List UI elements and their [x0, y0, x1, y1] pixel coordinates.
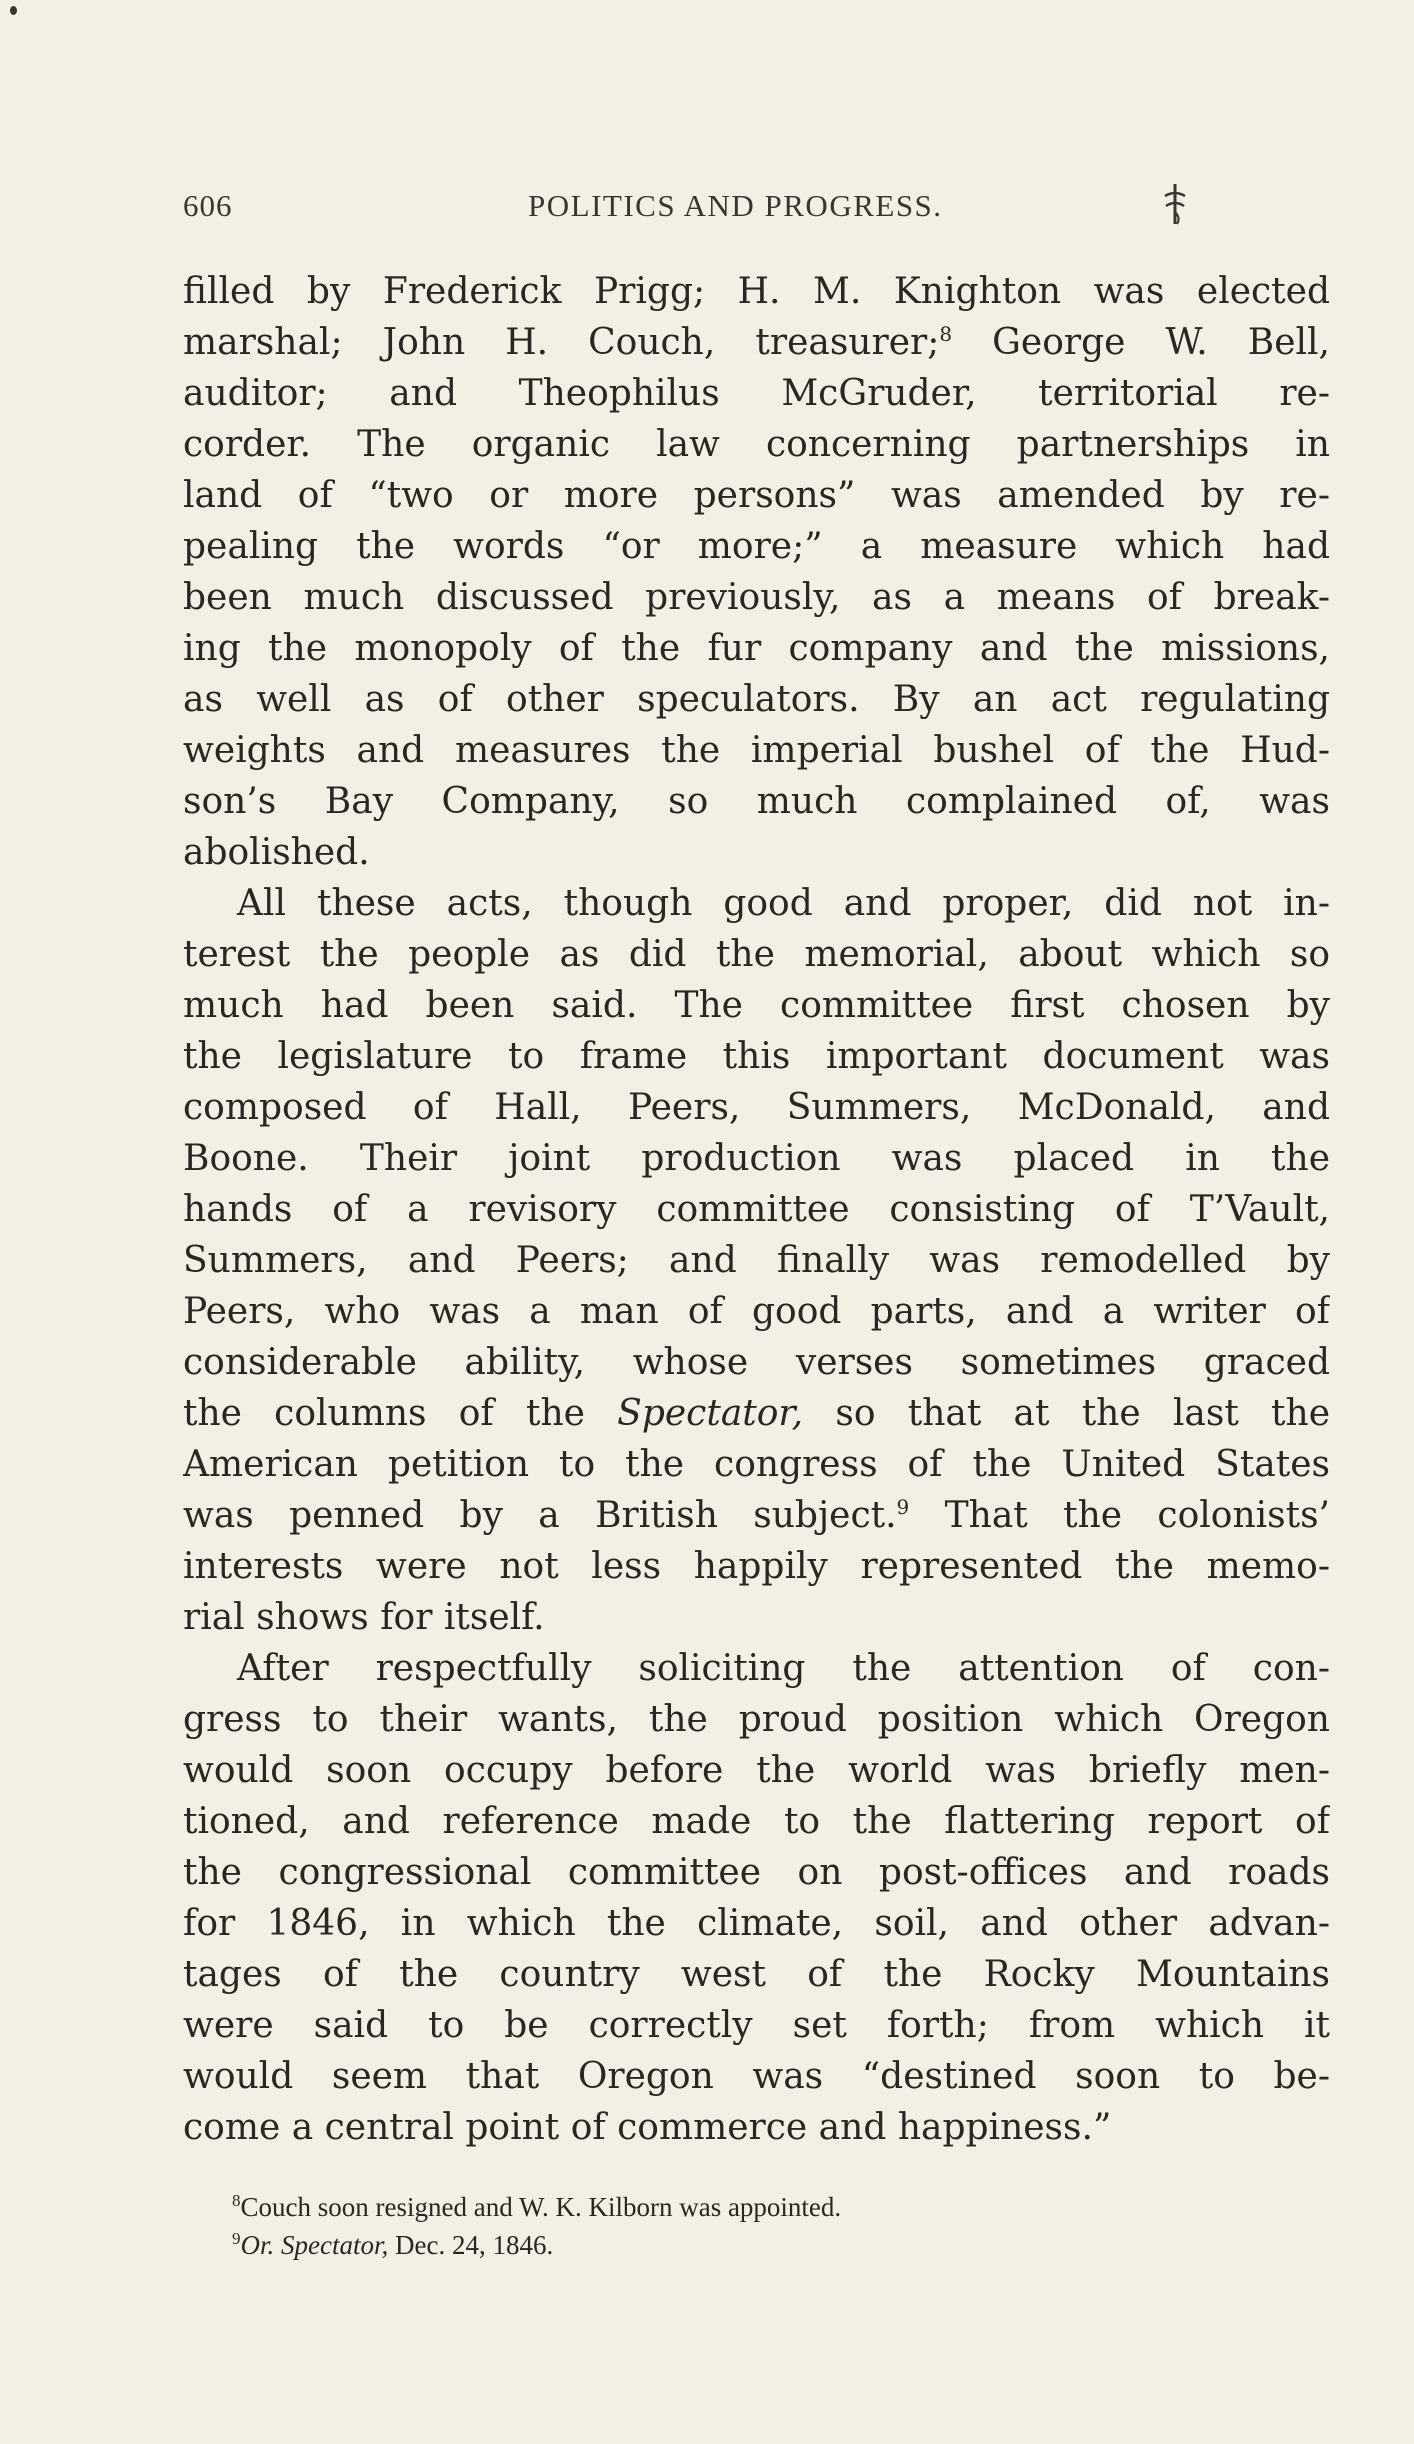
text-line: Peers, who was a man of good parts, and a writer of — [183, 1291, 1330, 1332]
page-header — [183, 182, 1193, 232]
text-line: were said to be correctly set forth; from which it — [183, 2005, 1330, 2046]
text-line: Summers, and Peers; and finally was remodelled by — [183, 1240, 1330, 1281]
text-line: would soon occupy before the world was briefly men- — [183, 1750, 1330, 1791]
text-fragment: marshal; John H. Couch, treasurer; — [183, 322, 940, 363]
text-line: terest the people as did the memorial, about which so — [183, 934, 1330, 975]
text-fragment: George W. Bell, — [952, 322, 1330, 363]
text-line — [183, 317, 1330, 368]
footnote-9 — [232, 2226, 1132, 2264]
text-line: pealing the words “or more;” a measure which had — [183, 526, 1330, 567]
footnote-ref[interactable]: 9 — [896, 1495, 910, 1519]
footnote-text: Dec. 24, 1846. — [388, 2230, 554, 2260]
footnote-ref[interactable]: 8 — [939, 322, 953, 346]
text-line: interests were not less happily represented the memo- — [183, 1546, 1330, 1587]
text-line: All these acts, though good and proper, did not in- — [237, 883, 1330, 924]
running-head: POLITICS AND PROGRESS. — [528, 188, 943, 223]
text-line: the legislature to frame this important document was — [183, 1036, 1330, 1077]
text-line: rial shows for itself. — [183, 1597, 545, 1638]
text-line: the congressional committee on post-offices and roads — [183, 1852, 1330, 1893]
text-line: for 1846, in which the climate, soil, and other advan- — [183, 1903, 1330, 1944]
footnotes — [232, 2188, 1132, 2264]
text-line: weights and measures the imperial bushel of the Hud- — [183, 730, 1330, 771]
text-line: After respectfully soliciting the attention of con- — [237, 1648, 1330, 1689]
text-fragment: so that at the last the — [803, 1393, 1330, 1434]
text-line: hands of a revisory committee consisting of T’Vault, — [183, 1189, 1330, 1230]
footnote-citation: Or. Spectator, — [240, 2230, 389, 2260]
text-line: corder. The organic law concerning partnerships in — [183, 424, 1330, 465]
text-fragment: was penned by a British subject. — [183, 1495, 897, 1536]
text-fragment: That the colonists’ — [909, 1495, 1330, 1536]
text-line — [183, 1388, 1330, 1439]
footnote-text: Couch soon resigned and W. K. Kilborn was appointed. — [240, 2192, 842, 2222]
footnote-8 — [232, 2188, 1132, 2226]
text-line: much had been said. The committee first chosen by — [183, 985, 1330, 1026]
text-line: been much discussed previously, as a means of break- — [183, 577, 1330, 618]
body-text — [183, 266, 1330, 2153]
text-line: American petition to the congress of the United States — [183, 1444, 1330, 1485]
text-line: filled by Frederick Prigg; H. M. Knighton was elected — [183, 271, 1330, 312]
ink-speck — [10, 6, 17, 15]
text-line: composed of Hall, Peers, Summers, McDonald, and — [183, 1087, 1330, 1128]
text-line: land of “two or more persons” was amended by re- — [183, 475, 1330, 516]
text-line — [183, 1490, 1330, 1541]
text-line: tioned, and reference made to the flattering report of — [183, 1801, 1330, 1842]
ornament-icon — [1161, 182, 1189, 226]
footnote-marker: 8 — [232, 2191, 241, 2210]
text-line: son’s Bay Company, so much complained of, was — [183, 781, 1330, 822]
text-line: would seem that Oregon was “destined soon to be- — [183, 2056, 1330, 2097]
page-number: 606 — [183, 188, 233, 223]
footnote-marker: 9 — [232, 2229, 241, 2248]
text-line: come a central point of commerce and happiness.” — [183, 2107, 1112, 2148]
text-line: ing the monopoly of the fur company and the missions, — [183, 628, 1330, 669]
text-line: considerable ability, whose verses sometimes graced — [183, 1342, 1330, 1383]
text-line: auditor; and Theophilus McGruder, territorial re- — [183, 373, 1330, 414]
text-line: gress to their wants, the proud position which Oregon — [183, 1699, 1330, 1740]
text-line: as well as of other speculators. By an act regulating — [183, 679, 1330, 720]
text-line: tages of the country west of the Rocky Mountains — [183, 1954, 1330, 1995]
text-line: abolished. — [183, 832, 370, 873]
text-line: Boone. Their joint production was placed in the — [183, 1138, 1330, 1179]
publication-title: Spectator, — [617, 1393, 804, 1434]
text-fragment: the columns of the — [183, 1393, 618, 1434]
